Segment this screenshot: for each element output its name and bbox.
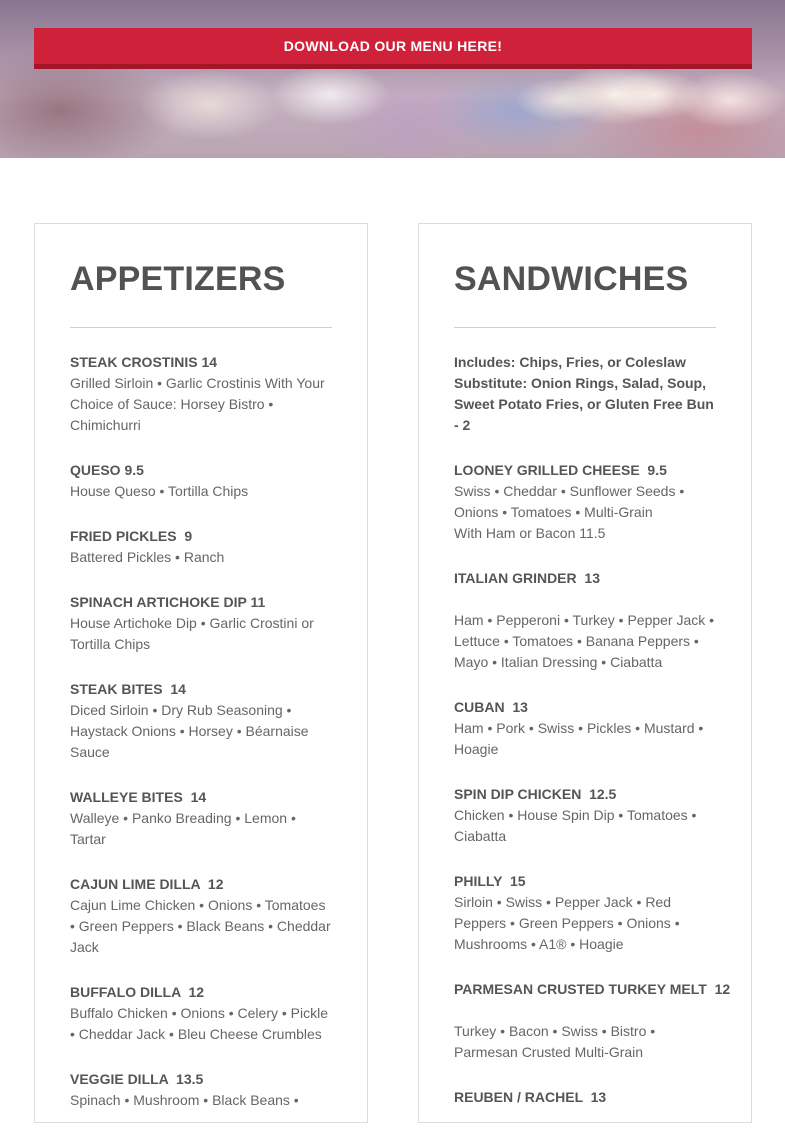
menu-item-description: Battered Pickles • Ranch — [70, 549, 225, 565]
menu-item-name: CUBAN 13 — [454, 699, 528, 715]
menu-item-extra: With Ham or Bacon 11.5 — [454, 525, 606, 541]
menu-item — [70, 982, 332, 1045]
menu-item-description: Buffalo Chicken • Onions • Celery • Pickle • Cheddar Jack • Bleu Cheese Crumbles — [70, 1005, 329, 1042]
menu-item-name: FRIED PICKLES 9 — [70, 528, 193, 544]
menu-item-description: Grilled Sirloin • Garlic Crostinis With Your Choice of Sauce: Horsey Bistro • Chimichurri — [70, 375, 325, 433]
menu-item-name: QUESO 9.5 — [70, 462, 144, 478]
menu-item-description: Diced Sirloin • Dry Rub Seasoning • Haystack Onions • Horsey • Béarnaise Sauce — [70, 702, 309, 760]
menu-item — [70, 679, 332, 763]
menu-item-name: PHILLY 15 — [454, 873, 526, 889]
menu-item — [454, 568, 716, 673]
menu-item-name: BUFFALO DILLA 12 — [70, 984, 205, 1000]
hero-banner — [0, 0, 785, 158]
menu-item-name: SPIN DIP CHICKEN 12.5 — [454, 786, 617, 802]
menu-item-name: REUBEN / RACHEL 13 — [454, 1089, 607, 1105]
menu-item — [70, 787, 332, 850]
divider — [70, 327, 332, 328]
menu-item-description: Chicken • House Spin Dip • Tomatoes • Ciabatta — [454, 807, 697, 844]
menu-item — [70, 592, 332, 655]
divider — [454, 327, 716, 328]
sandwich-sides-note: Includes: Chips, Fries, or Coleslaw Substitute: Onion Rings, Salad, Soup, Sweet Potato Fries, or Gluten Free Bun - 2 — [454, 354, 714, 433]
menu-item — [454, 460, 716, 544]
menu-item-description: Swiss • Cheddar • Sunflower Seeds • Onions • Tomatoes • Multi-Grain — [454, 483, 685, 520]
menu-item — [454, 1087, 716, 1108]
menu-item-name: VEGGIE DILLA 13.5 — [70, 1071, 204, 1087]
appetizers-title: APPETIZERS — [70, 260, 286, 298]
menu-item-name: STEAK CROSTINIS 14 — [70, 354, 218, 370]
sandwiches-card — [418, 223, 752, 1123]
menu-item — [454, 697, 716, 760]
appetizers-list — [70, 352, 332, 1135]
menu-item-description: Walleye • Panko Breading • Lemon • Tartar — [70, 810, 296, 847]
menu-item-name: LOONEY GRILLED CHEESE 9.5 — [454, 462, 667, 478]
menu-item-name: STEAK BITES 14 — [70, 681, 186, 697]
menu-item-description: Ham • Pepperoni • Turkey • Pepper Jack • Lettuce • Tomatoes • Banana Peppers • Mayo • Italian Dressing • Ciabatta — [454, 612, 715, 670]
menu-item-name: SPINACH ARTICHOKE DIP 11 — [70, 594, 266, 610]
menu-item — [70, 1069, 332, 1111]
menu-item-name: CAJUN LIME DILLA 12 — [70, 876, 224, 892]
menu-item — [454, 784, 716, 847]
spacer — [454, 1000, 716, 1021]
menu-item-description: Sirloin • Swiss • Pepper Jack • Red Peppers • Green Peppers • Onions • Mushrooms • A1® • Hoagie — [454, 894, 680, 952]
menu-item-description: Cajun Lime Chicken • Onions • Tomatoes • Green Peppers • Black Beans • Cheddar Jack — [70, 897, 331, 955]
menu-item-name: WALLEYE BITES 14 — [70, 789, 207, 805]
menu-item — [70, 526, 332, 568]
menu-item — [454, 871, 716, 955]
spacer — [454, 589, 716, 610]
download-menu-button[interactable]: DOWNLOAD OUR MENU HERE! — [34, 28, 752, 69]
appetizers-card — [34, 223, 368, 1123]
menu-item-description: Spinach • Mushroom • Black Beans • — [70, 1092, 299, 1108]
menu-item-description: Turkey • Bacon • Swiss • Bistro • Parmesan Crusted Multi-Grain — [454, 1023, 656, 1060]
sandwiches-title: SANDWICHES — [454, 260, 689, 298]
menu-item-name: ITALIAN GRINDER 13 — [454, 570, 600, 586]
menu-item — [70, 874, 332, 958]
sandwiches-list — [454, 352, 731, 1132]
menu-item — [70, 352, 332, 436]
menu-item-description: House Queso • Tortilla Chips — [70, 483, 249, 499]
menu-item — [454, 979, 731, 1063]
menu-item-description: Ham • Pork • Swiss • Pickles • Mustard • Hoagie — [454, 720, 704, 757]
menu-item-name: PARMESAN CRUSTED TURKEY MELT 12 — [454, 981, 731, 997]
menu-item-description: House Artichoke Dip • Garlic Crostini or Tortilla Chips — [70, 615, 314, 652]
menu-item — [70, 460, 332, 502]
